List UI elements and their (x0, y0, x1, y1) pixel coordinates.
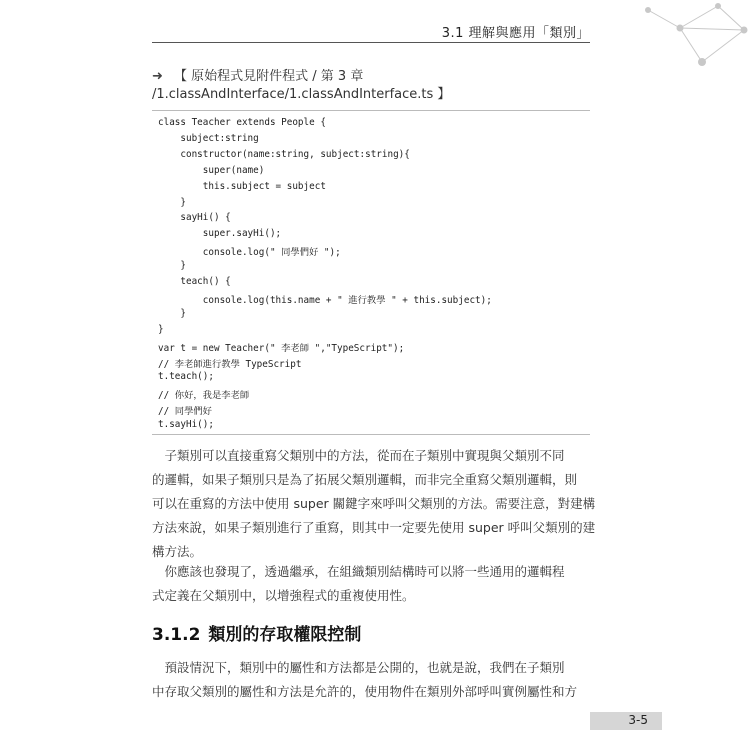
network-decoration (640, 0, 750, 70)
paragraph-line: 中存取父類別的屬性和方法是允許的，使用物件在類別外部呼叫實例屬性和方 (152, 684, 578, 699)
running-header (152, 20, 590, 43)
code-line: // 你好，我是李老師 (158, 390, 250, 402)
code-line: constructor(name:string, subject:string){ (158, 148, 410, 160)
section-heading (152, 620, 361, 645)
page-number: 3-5 (628, 713, 648, 727)
paragraph (152, 444, 596, 564)
header-title: 3.1 理解與應用「類別」 (441, 26, 590, 41)
code-line: this.subject = subject (158, 180, 326, 192)
arrow-right-icon: ➜ (152, 69, 163, 84)
paragraph-line: 的邏輯，如果子類別只是為了拓展父類別邏輯，而非完全重寫父類別邏輯，則 (152, 472, 578, 487)
code-block (152, 110, 590, 435)
source-reference (152, 68, 592, 104)
code-line: sayHi() { (158, 212, 231, 224)
paragraph-line: 式定義在父類別中，以增強程式的重複使用性。 (152, 588, 415, 603)
code-line: } (158, 196, 186, 208)
code-line: // 同學們好 (158, 406, 212, 418)
source-path: 【 原始程式見附件程式 / 第 3 章 /1.classAndInterface/1.classAndInterface.ts 】 (152, 69, 451, 102)
paragraph-line: 你應該也發現了，透過繼承，在組織類別結構時可以將一些通用的邏輯程 (152, 564, 565, 579)
paragraph-line: 預設情況下，類別中的屬性和方法都是公開的，也就是說，我們在子類別 (152, 660, 565, 675)
code-line: super.sayHi(); (158, 228, 282, 240)
paragraph-line: 子類別可以直接重寫父類別中的方法，從而在子類別中實現與父類別不同 (152, 448, 565, 463)
code-line: } (158, 307, 186, 319)
paragraph-line: 構方法。 (152, 544, 203, 559)
code-line: subject:string (158, 132, 259, 144)
code-line: } (158, 323, 164, 335)
paragraph (152, 656, 590, 704)
page-footer (590, 712, 662, 730)
code-line: t.teach(); (158, 371, 214, 383)
section-title: 類別的存取權限控制 (208, 625, 362, 645)
code-line: var t = new Teacher(" 李老師 ","TypeScript"); (158, 342, 405, 354)
code-line: t.sayHi(); (158, 419, 214, 431)
code-line: console.log(" 同學們好 "); (158, 247, 341, 259)
code-line: console.log(this.name + " 進行教學 " + this.subject); (158, 294, 492, 306)
code-line: } (158, 260, 186, 272)
code-line: class Teacher extends People { (158, 117, 326, 128)
code-line: teach() { (158, 276, 231, 287)
paragraph-line: 可以在重寫的方法中使用 super 關鍵字來呼叫父類別的方法。需要注意，對建構 (152, 496, 596, 511)
code-line: super(name) (158, 164, 265, 176)
code-line: // 李老師進行教學 TypeScript (158, 358, 302, 370)
paragraph-line: 方法來說，如果子類別進行了重寫，則其中一定要先使用 super 呼叫父類別的建 (152, 520, 596, 535)
section-number: 3.1.2 (152, 625, 201, 645)
paragraph (152, 560, 590, 608)
